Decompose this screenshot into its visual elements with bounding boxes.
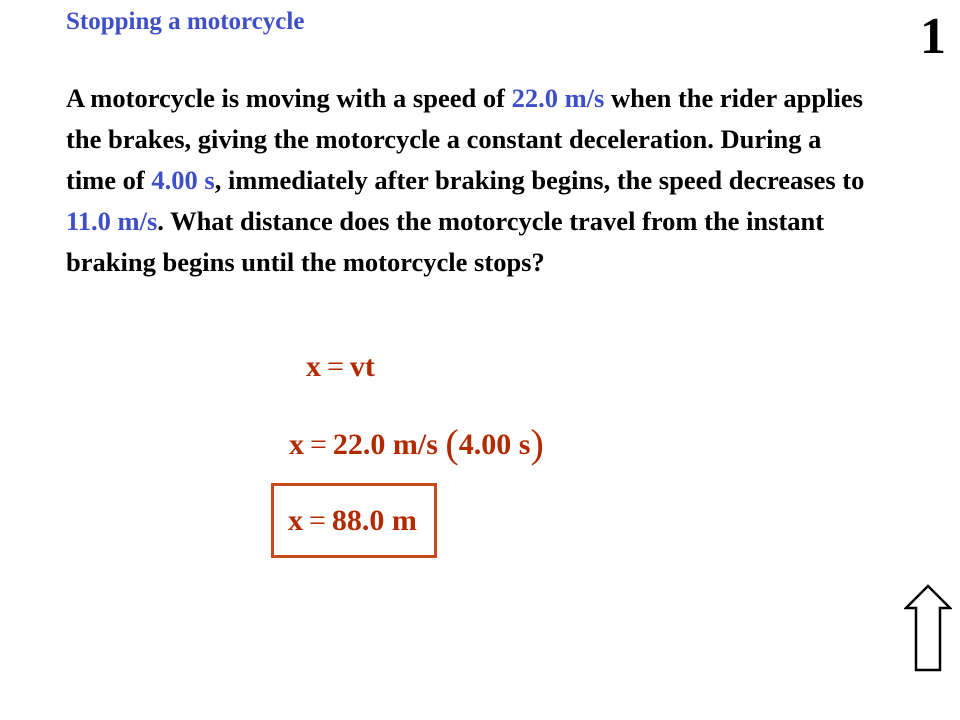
problem-text-1: A motorcycle is moving with a speed of [66,83,512,113]
eq1-equals: = [327,350,344,383]
eq2-lhs: x [289,428,304,461]
eq1-lhs: x [306,350,321,383]
eq3-lhs: x [288,504,303,537]
eq2-time: 4.00 s [458,428,531,461]
problem-text-2: when the rider applies the brakes, giving the motorcycle a constant deceleration. During a time of [66,83,863,195]
initial-speed-value: 22.0 m/s [511,83,605,113]
problem-text-3: , immediately after braking begins, the speed decreases to [214,165,865,195]
slide-number: 1 [920,8,946,65]
eq1-rhs: vt [349,350,375,383]
eq2-paren-open: ( [445,421,459,466]
equation-substitution [289,420,544,467]
equation-result [288,504,417,538]
equation-distance-formula [306,350,375,384]
eq3-rhs: 88.0 m [331,504,417,537]
problem-text-4: . What distance does the motorcycle travel from the instant braking begins until the motorcycle stops? [66,206,825,277]
eq2-paren-close: ) [530,421,544,466]
eq2-equals: = [310,428,327,461]
eq3-equals: = [309,504,326,537]
final-speed-value: 11.0 m/s [66,206,158,236]
problem-statement [66,78,866,283]
up-arrow-icon[interactable] [904,584,952,672]
eq2-speed: 22.0 m/s [332,428,438,461]
time-value: 4.00 s [151,165,215,195]
slide-title: Stopping a motorcycle [66,8,305,35]
